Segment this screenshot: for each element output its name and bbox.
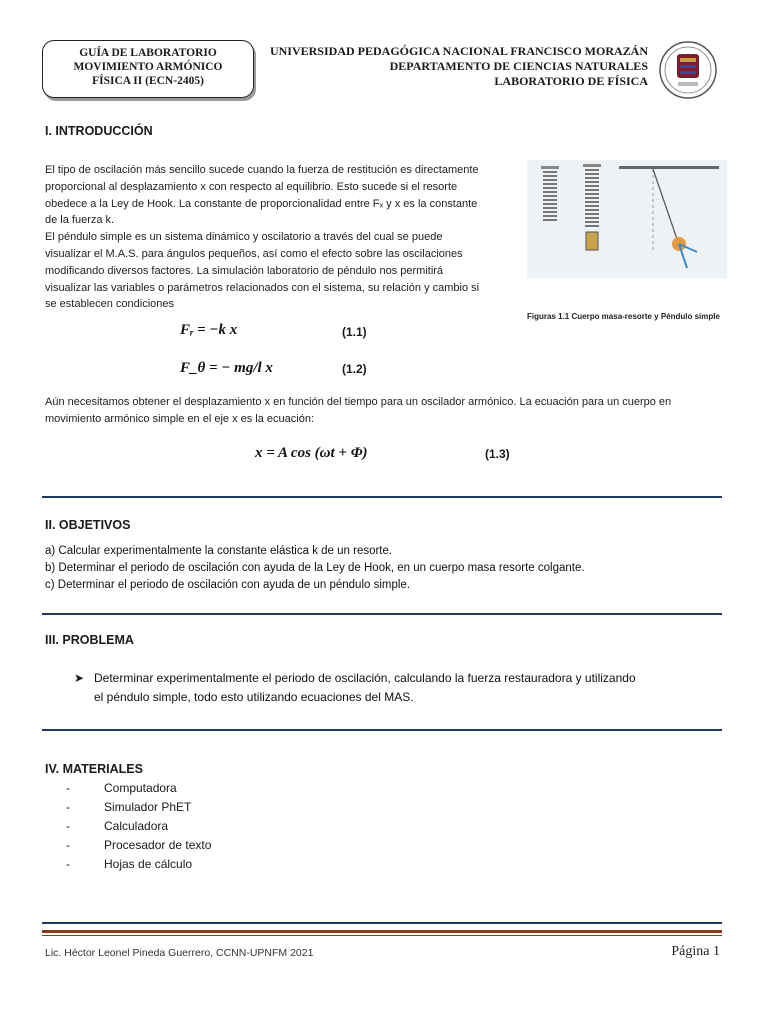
equation-number: (1.2) — [342, 362, 367, 376]
objective-item: b) Determinar el periodo de oscilación con ayuda de la Ley de Hook, en un cuerpo masa resorte colgante. — [45, 562, 585, 574]
material-item: - Calculadora — [66, 819, 169, 833]
page-number: Página 1 — [671, 944, 720, 959]
header-left-line: GUÍA DE LABORATORIO — [79, 47, 217, 59]
footer-rule — [42, 930, 722, 933]
material-item: - Computadora — [66, 781, 177, 795]
objectives-list — [45, 543, 585, 594]
section-divider — [42, 496, 722, 498]
university-header — [270, 44, 648, 89]
intro-line: visualizar el M.A.S. para ángulos pequeños, así como el efecto sobre las oscilaciones — [45, 247, 463, 260]
objective-item: c) Determinar el periodo de oscilación con ayuda de un péndulo simple. — [45, 579, 411, 591]
footer-author: Lic. Héctor Leonel Pineda Guerrero, CCNN-UPNFM 2021 — [45, 947, 314, 959]
department-name: DEPARTAMENTO DE CIENCIAS NATURALES — [389, 59, 648, 73]
header-left-line: FÍSICA II (ECN-2405) — [92, 75, 204, 87]
materials-list — [66, 779, 211, 874]
equation-restoring-force: Fᵣ = −k x — [180, 322, 238, 338]
section-divider — [42, 922, 722, 924]
intro-line: obedece a la Ley de Hook. La constante de proporcionalidad entre Fₓ y x es la constante — [45, 197, 478, 210]
intro-line: visualizar las variables o parámetros relacionados con el sistema, su relación y cambio si — [45, 281, 480, 294]
paragraph-line: Aún necesitamos obtener el desplazamiento x en función del tiempo para un oscilador armónico. La ecuación para un cuerpo en — [45, 396, 672, 408]
spring-pendulum-figure — [527, 160, 727, 278]
materials-heading: IV. MATERIALES — [45, 762, 143, 776]
problem-statement — [94, 669, 636, 707]
intro-line: de la fuerza k. — [45, 214, 115, 227]
lab-guide-title-box — [42, 40, 254, 98]
material-item: - Hojas de cálculo — [66, 857, 193, 871]
footer-rule-thin — [42, 935, 722, 936]
intro-line: proporcional al desplazamiento x con respecto al equilibrio. Esto sucede si el resorte — [45, 180, 458, 193]
intro-line: se establecen condiciones — [45, 298, 175, 311]
section-divider — [42, 729, 722, 731]
section-divider — [42, 613, 722, 615]
problem-line: Determinar experimentalmente el periodo de oscilación, calculando la fuerza restauradora y utilizando — [94, 671, 636, 685]
material-item: - Simulador PhET — [66, 800, 192, 814]
arrow-bullet-icon: ➤ — [74, 671, 85, 685]
displacement-paragraph — [45, 394, 725, 428]
intro-line: El tipo de oscilación más sencillo sucede cuando la fuerza de restitución es directamente — [45, 164, 479, 176]
equation-number: (1.1) — [342, 325, 367, 339]
equation-displacement: x = A cos (ωt + Φ) — [255, 445, 368, 461]
equation-pendulum-force: F_θ = − mg/l x — [180, 360, 273, 376]
problem-heading: III. PROBLEMA — [45, 633, 134, 647]
lab-name: LABORATORIO DE FÍSICA — [494, 74, 648, 88]
figure-caption: Figuras 1.1 Cuerpo masa-resorte y Péndulo simple — [527, 312, 720, 321]
header-left-line: MOVIMIENTO ARMÓNICO — [73, 61, 223, 73]
university-seal-logo — [658, 40, 718, 100]
university-name: UNIVERSIDAD PEDAGÓGICA NACIONAL FRANCISCO MORAZÁN — [269, 44, 648, 58]
intro-heading: I. INTRODUCCIÓN — [45, 124, 153, 138]
paragraph-line: movimiento armónico simple en el eje x es la ecuación: — [45, 412, 315, 425]
equation-number: (1.3) — [485, 447, 510, 461]
problem-line: el péndulo simple, todo esto utilizando ecuaciones del MAS. — [94, 690, 414, 704]
intro-line: modificando diversos factores. La simulación laboratorio de péndulo nos permitirá — [45, 264, 444, 277]
material-item: - Procesador de texto — [66, 838, 212, 852]
intro-line: El péndulo simple es un sistema dinámico y oscilatorio a través del cual se puede — [45, 231, 443, 244]
intro-paragraph — [45, 162, 515, 313]
objective-item: a) Calcular experimentalmente la constante elástica k de un resorte. — [45, 545, 393, 557]
objectives-heading: II. OBJETIVOS — [45, 518, 131, 532]
